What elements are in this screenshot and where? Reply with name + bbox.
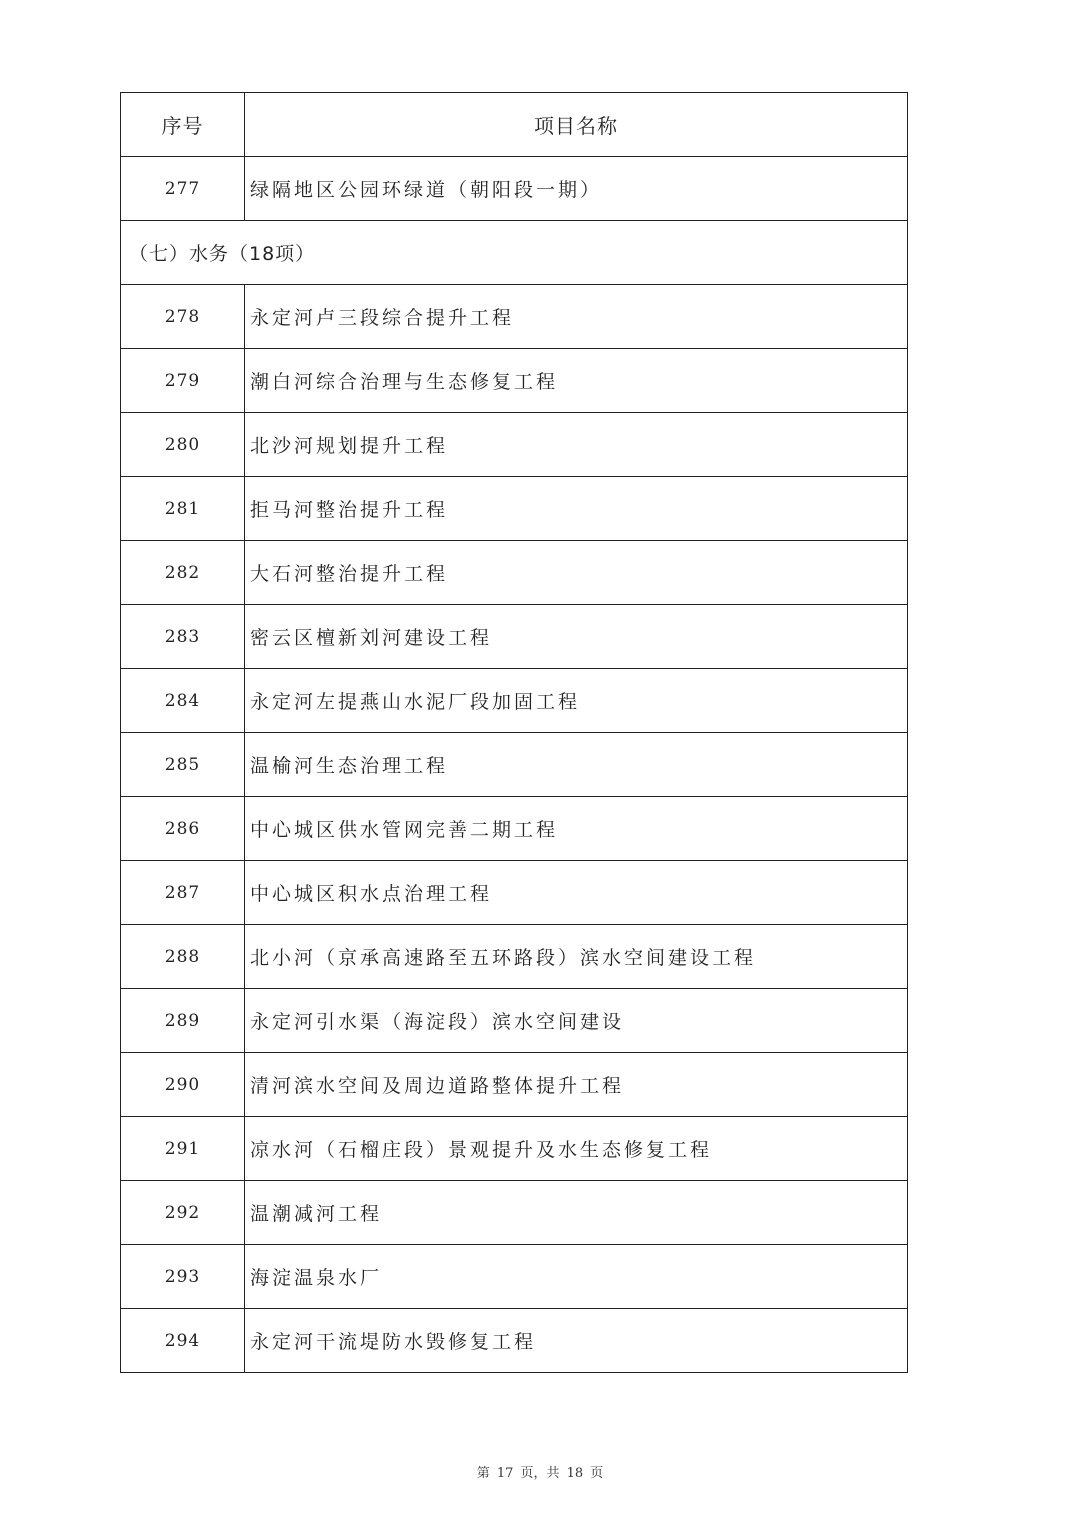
section-title: （七）水务（18项）: [121, 221, 908, 285]
row-name: 凉水河（石榴庄段）景观提升及水生态修复工程: [245, 1117, 908, 1181]
row-name: 清河滨水空间及周边道路整体提升工程: [245, 1053, 908, 1117]
section-row: [121, 221, 908, 285]
row-name: 中心城区供水管网完善二期工程: [245, 797, 908, 861]
row-number: 278: [121, 285, 245, 349]
row-name: 永定河引水渠（海淀段）滨水空间建设: [245, 989, 908, 1053]
row-name: 密云区檀新刘河建设工程: [245, 605, 908, 669]
table-row: [121, 797, 908, 861]
project-table: [120, 92, 908, 1373]
table-row: [121, 1245, 908, 1309]
row-number: 289: [121, 989, 245, 1053]
row-name: 中心城区积水点治理工程: [245, 861, 908, 925]
row-number: 290: [121, 1053, 245, 1117]
table-row: [121, 733, 908, 797]
row-number: 286: [121, 797, 245, 861]
row-number: 282: [121, 541, 245, 605]
table-row: [121, 861, 908, 925]
row-number: 285: [121, 733, 245, 797]
row-name: 绿隔地区公园环绿道（朝阳段一期）: [245, 157, 908, 221]
row-name: 潮白河综合治理与生态修复工程: [245, 349, 908, 413]
table-row: [121, 605, 908, 669]
row-name: 海淀温泉水厂: [245, 1245, 908, 1309]
row-name: 永定河干流堤防水毁修复工程: [245, 1309, 908, 1373]
table-row: [121, 1309, 908, 1373]
row-number: 291: [121, 1117, 245, 1181]
row-name: 永定河卢三段综合提升工程: [245, 285, 908, 349]
row-number: 294: [121, 1309, 245, 1373]
row-number: 288: [121, 925, 245, 989]
row-number: 293: [121, 1245, 245, 1309]
page-footer: 第 17 页，共 18 页: [476, 1466, 604, 1481]
table-row: [121, 989, 908, 1053]
row-name: 温潮减河工程: [245, 1181, 908, 1245]
header-name: 项目名称: [245, 93, 908, 157]
row-name: 永定河左提燕山水泥厂段加固工程: [245, 669, 908, 733]
row-number: 292: [121, 1181, 245, 1245]
table-row: [121, 349, 908, 413]
table-row: [121, 157, 908, 221]
row-name: 拒马河整治提升工程: [245, 477, 908, 541]
table-row: [121, 1053, 908, 1117]
row-number: 279: [121, 349, 245, 413]
row-number: 284: [121, 669, 245, 733]
row-number: 277: [121, 157, 245, 221]
row-number: 283: [121, 605, 245, 669]
table-row: [121, 1181, 908, 1245]
row-name: 北沙河规划提升工程: [245, 413, 908, 477]
row-name: 温榆河生态治理工程: [245, 733, 908, 797]
table-row: [121, 669, 908, 733]
table-row: [121, 1117, 908, 1181]
table-row: [121, 413, 908, 477]
table-row: [121, 477, 908, 541]
row-number: 280: [121, 413, 245, 477]
row-name: 大石河整治提升工程: [245, 541, 908, 605]
table-row: [121, 285, 908, 349]
row-number: 281: [121, 477, 245, 541]
row-name: 北小河（京承高速路至五环路段）滨水空间建设工程: [245, 925, 908, 989]
row-number: 287: [121, 861, 245, 925]
header-number: 序号: [121, 93, 245, 157]
table-row: [121, 925, 908, 989]
table-row: [121, 541, 908, 605]
table-header-row: [121, 93, 908, 157]
